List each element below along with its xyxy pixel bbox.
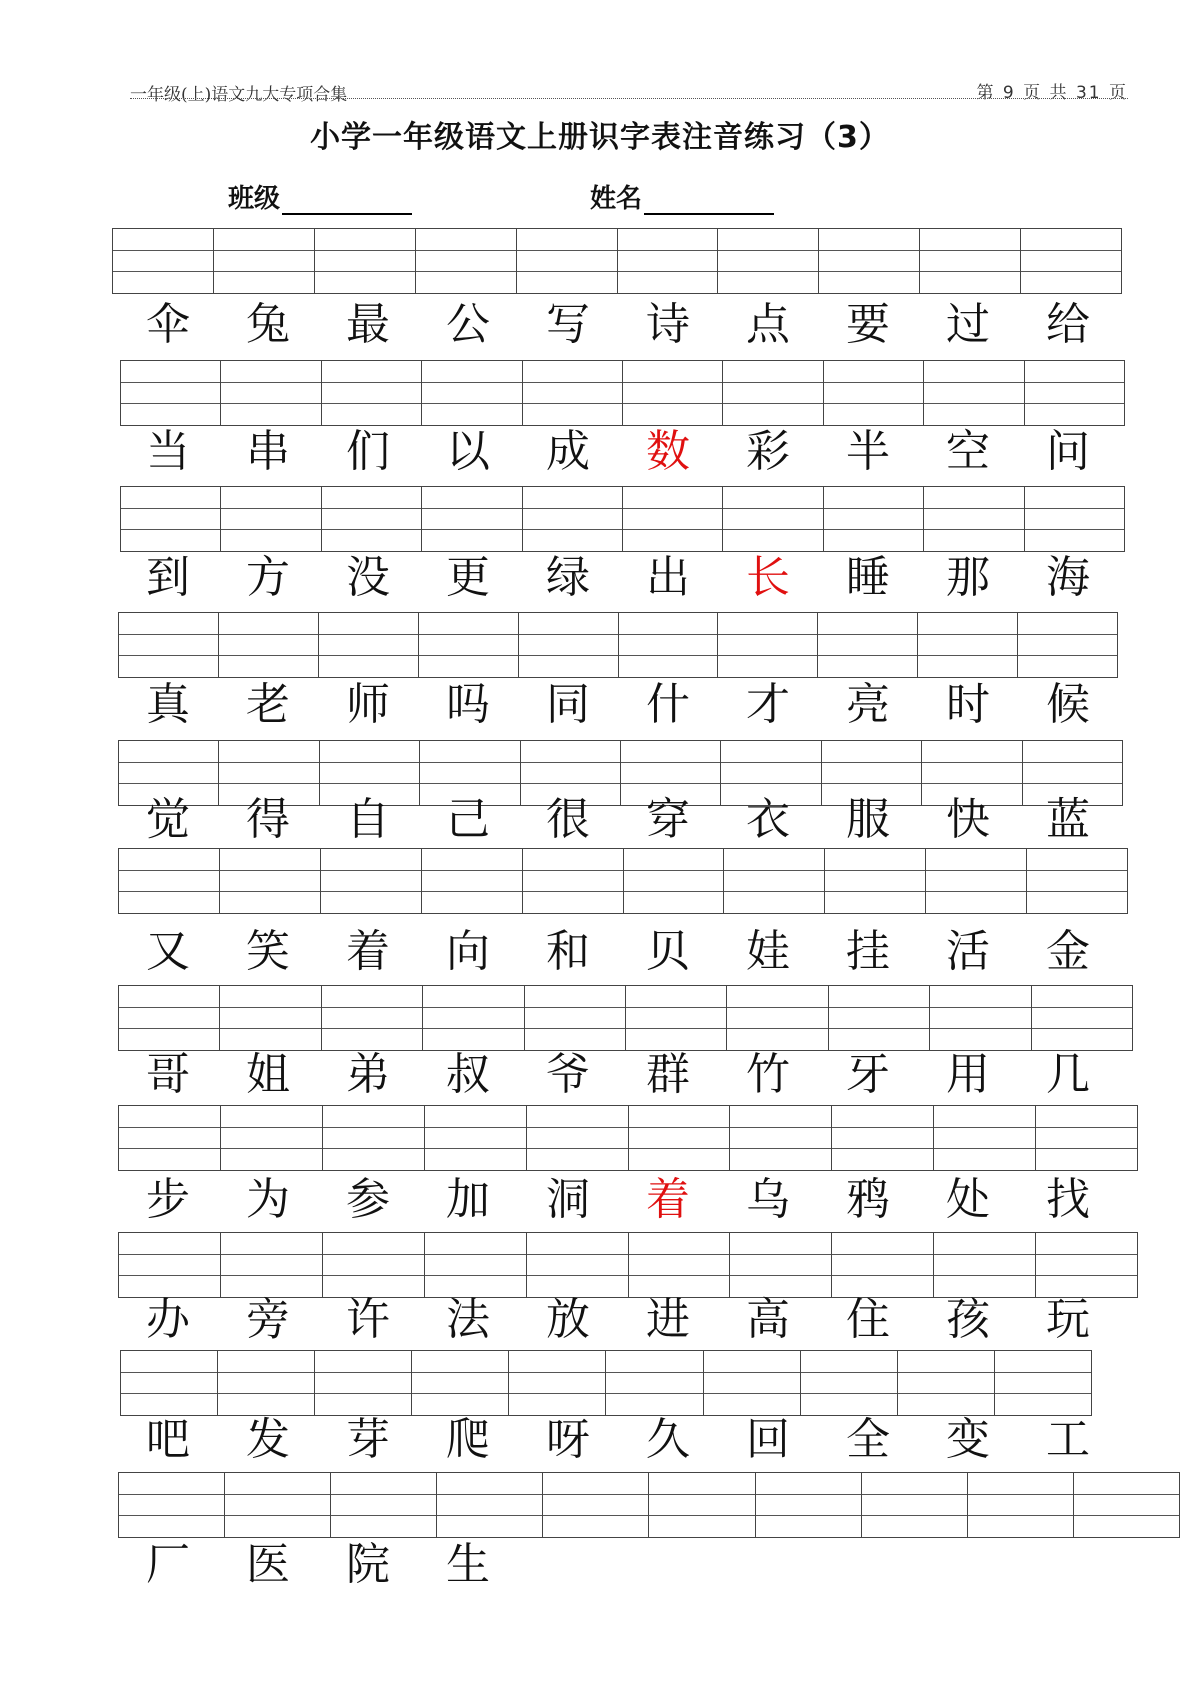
hanzi-character: 变 <box>946 1414 990 1465</box>
pinyin-writing-cell[interactable] <box>828 986 929 1050</box>
hanzi-character: 生 <box>446 1539 490 1590</box>
hanzi-character: 院 <box>346 1539 390 1590</box>
hanzi-character: 师 <box>346 679 390 730</box>
hanzi-character: 挂 <box>846 926 890 977</box>
hanzi-character: 回 <box>746 1414 790 1465</box>
pinyin-writing-cell[interactable] <box>436 1473 542 1537</box>
hanzi-character: 芽 <box>346 1414 390 1465</box>
pinyin-writing-cell[interactable] <box>224 1473 330 1537</box>
pinyin-writing-cell[interactable] <box>817 613 917 677</box>
pinyin-writing-cell[interactable] <box>625 986 726 1050</box>
pinyin-writing-cell[interactable] <box>1017 613 1117 677</box>
character-row <box>118 790 1118 850</box>
pinyin-grid-row <box>118 612 1118 678</box>
pinyin-writing-cell[interactable] <box>218 613 318 677</box>
hanzi-character: 工 <box>1046 1414 1090 1465</box>
pinyin-writing-cell[interactable] <box>1031 986 1132 1050</box>
pinyin-writing-cell[interactable] <box>119 1473 224 1537</box>
pinyin-writing-cell[interactable] <box>113 229 213 293</box>
hanzi-character: 衣 <box>746 794 790 845</box>
hanzi-character: 全 <box>846 1414 890 1465</box>
pinyin-writing-cell[interactable] <box>1020 229 1121 293</box>
hanzi-character: 加 <box>446 1174 490 1225</box>
pinyin-grid-row <box>118 1105 1138 1171</box>
pinyin-grid-row <box>118 848 1128 914</box>
hanzi-character: 海 <box>1046 552 1090 603</box>
character-row <box>118 1410 1118 1470</box>
hanzi-character: 服 <box>846 794 890 845</box>
hanzi-character: 呀 <box>546 1414 590 1465</box>
hanzi-character: 过 <box>946 299 990 350</box>
hanzi-character: 公 <box>446 299 490 350</box>
pinyin-writing-cell[interactable] <box>618 613 718 677</box>
pinyin-writing-cell[interactable] <box>831 1106 933 1170</box>
pinyin-writing-cell[interactable] <box>330 1473 436 1537</box>
hanzi-character: 步 <box>146 1174 190 1225</box>
pinyin-writing-cell[interactable] <box>923 487 1023 551</box>
pinyin-writing-cell[interactable] <box>318 613 418 677</box>
pinyin-writing-cell[interactable] <box>526 1233 628 1297</box>
hanzi-character: 那 <box>946 552 990 603</box>
pinyin-grid-row <box>120 1350 1092 1416</box>
hanzi-character: 厂 <box>146 1539 190 1590</box>
hanzi-character: 办 <box>146 1294 190 1345</box>
hanzi-character: 向 <box>446 926 490 977</box>
hanzi-character: 和 <box>546 926 590 977</box>
hanzi-character: 伞 <box>146 299 190 350</box>
pinyin-writing-cell[interactable] <box>418 613 518 677</box>
pinyin-grid-row <box>120 360 1125 426</box>
pinyin-writing-cell[interactable] <box>861 1473 967 1537</box>
pinyin-writing-cell[interactable] <box>322 1106 424 1170</box>
pinyin-writing-cell[interactable] <box>121 1351 217 1415</box>
class-label: 班级 <box>228 184 281 214</box>
hanzi-character: 牙 <box>846 1049 890 1100</box>
pinyin-writing-cell[interactable] <box>933 1106 1035 1170</box>
hanzi-character: 洞 <box>546 1174 590 1225</box>
name-field <box>590 178 774 215</box>
hanzi-character: 几 <box>1046 1049 1090 1100</box>
hanzi-character: 旁 <box>246 1294 290 1345</box>
pinyin-writing-cell[interactable] <box>1073 1473 1179 1537</box>
hanzi-character: 才 <box>746 679 790 730</box>
hanzi-character: 们 <box>346 426 390 477</box>
hanzi-character: 着 <box>646 1174 690 1225</box>
hanzi-character: 玩 <box>1046 1294 1090 1345</box>
pinyin-writing-cell[interactable] <box>516 229 617 293</box>
pinyin-writing-cell[interactable] <box>508 1351 605 1415</box>
pinyin-writing-cell[interactable] <box>622 487 722 551</box>
pinyin-writing-cell[interactable] <box>831 1233 933 1297</box>
pinyin-writing-cell[interactable] <box>421 361 521 425</box>
hanzi-character: 给 <box>1046 299 1090 350</box>
hanzi-character: 鸦 <box>846 1174 890 1225</box>
pinyin-writing-cell[interactable] <box>1035 1106 1137 1170</box>
pinyin-writing-cell[interactable] <box>925 849 1026 913</box>
hanzi-character: 老 <box>246 679 290 730</box>
character-row <box>118 295 1118 355</box>
hanzi-character: 群 <box>646 1049 690 1100</box>
pinyin-writing-cell[interactable] <box>220 487 320 551</box>
hanzi-character: 贝 <box>646 926 690 977</box>
pinyin-writing-cell[interactable] <box>119 986 219 1050</box>
pinyin-writing-cell[interactable] <box>824 849 925 913</box>
hanzi-character: 什 <box>646 679 690 730</box>
page-number: 第 9 页 共 31 页 <box>976 83 1128 103</box>
pinyin-writing-cell[interactable] <box>415 229 516 293</box>
pinyin-writing-cell[interactable] <box>623 849 724 913</box>
pinyin-writing-cell[interactable] <box>526 1106 628 1170</box>
pinyin-writing-cell[interactable] <box>321 986 422 1050</box>
hanzi-character: 真 <box>146 679 190 730</box>
hanzi-character: 法 <box>446 1294 490 1345</box>
hanzi-character: 候 <box>1046 679 1090 730</box>
pinyin-writing-cell[interactable] <box>722 361 822 425</box>
pinyin-writing-cell[interactable] <box>929 986 1030 1050</box>
pinyin-writing-cell[interactable] <box>119 1106 220 1170</box>
pinyin-writing-cell[interactable] <box>424 1233 526 1297</box>
hanzi-character: 笑 <box>246 926 290 977</box>
pinyin-writing-cell[interactable] <box>119 849 219 913</box>
pinyin-writing-cell[interactable] <box>424 1106 526 1170</box>
pinyin-writing-cell[interactable] <box>823 361 923 425</box>
hanzi-character: 同 <box>546 679 590 730</box>
character-row <box>118 548 1118 608</box>
pinyin-writing-cell[interactable] <box>933 1233 1035 1297</box>
pinyin-writing-cell[interactable] <box>717 229 818 293</box>
hanzi-character: 半 <box>846 426 890 477</box>
hanzi-character: 写 <box>546 299 590 350</box>
pinyin-writing-cell[interactable] <box>717 613 817 677</box>
hanzi-character: 诗 <box>646 299 690 350</box>
hanzi-character: 己 <box>446 794 490 845</box>
pinyin-writing-cell[interactable] <box>726 986 827 1050</box>
pinyin-writing-cell[interactable] <box>119 1233 220 1297</box>
name-label: 姓名 <box>590 184 643 214</box>
pinyin-grid-row <box>118 1472 1180 1538</box>
hanzi-character: 亮 <box>846 679 890 730</box>
hanzi-character: 医 <box>246 1539 290 1590</box>
hanzi-character: 以 <box>446 426 490 477</box>
header-divider <box>130 98 1128 99</box>
pinyin-writing-cell[interactable] <box>322 1233 424 1297</box>
pinyin-writing-cell[interactable] <box>542 1473 648 1537</box>
hanzi-character: 为 <box>246 1174 290 1225</box>
name-blank[interactable] <box>644 185 774 215</box>
hanzi-character: 姐 <box>246 1049 290 1100</box>
character-row <box>118 1170 1118 1230</box>
hanzi-character: 快 <box>946 794 990 845</box>
pinyin-writing-cell[interactable] <box>1035 1233 1137 1297</box>
hanzi-character: 觉 <box>146 794 190 845</box>
hanzi-character: 乌 <box>746 1174 790 1225</box>
hanzi-character: 发 <box>246 1414 290 1465</box>
pinyin-writing-cell[interactable] <box>800 1351 897 1415</box>
pinyin-grid-row <box>112 228 1122 294</box>
pinyin-writing-cell[interactable] <box>648 1473 754 1537</box>
hanzi-character: 找 <box>1046 1174 1090 1225</box>
pinyin-writing-cell[interactable] <box>220 1233 322 1297</box>
hanzi-character: 要 <box>846 299 890 350</box>
hanzi-character: 住 <box>846 1294 890 1345</box>
hanzi-character: 长 <box>746 552 790 603</box>
pinyin-writing-cell[interactable] <box>723 849 824 913</box>
hanzi-character: 空 <box>946 426 990 477</box>
pinyin-writing-cell[interactable] <box>219 986 320 1050</box>
pinyin-writing-cell[interactable] <box>818 229 919 293</box>
hanzi-character: 穿 <box>646 794 690 845</box>
hanzi-character: 串 <box>246 426 290 477</box>
pinyin-writing-cell[interactable] <box>994 1351 1091 1415</box>
pinyin-writing-cell[interactable] <box>422 986 523 1050</box>
hanzi-character: 高 <box>746 1294 790 1345</box>
character-row <box>118 422 1118 482</box>
hanzi-character: 放 <box>546 1294 590 1345</box>
hanzi-character: 娃 <box>746 926 790 977</box>
hanzi-character: 到 <box>146 552 190 603</box>
hanzi-character: 活 <box>946 926 990 977</box>
header-collection-title: 一年级(上)语文九大专项合集 <box>130 85 348 105</box>
hanzi-character: 彩 <box>746 426 790 477</box>
class-blank[interactable] <box>282 185 412 215</box>
hanzi-character: 很 <box>546 794 590 845</box>
hanzi-character: 成 <box>546 426 590 477</box>
pinyin-writing-cell[interactable] <box>321 361 421 425</box>
pinyin-writing-cell[interactable] <box>220 361 320 425</box>
pinyin-writing-cell[interactable] <box>628 1233 730 1297</box>
hanzi-character: 进 <box>646 1294 690 1345</box>
pinyin-writing-cell[interactable] <box>622 361 722 425</box>
hanzi-character: 金 <box>1046 926 1090 977</box>
pinyin-writing-cell[interactable] <box>219 849 320 913</box>
hanzi-character: 问 <box>1046 426 1090 477</box>
hanzi-character: 又 <box>146 926 190 977</box>
hanzi-character: 得 <box>246 794 290 845</box>
pinyin-writing-cell[interactable] <box>823 487 923 551</box>
class-field <box>228 178 412 215</box>
character-row <box>118 922 1118 982</box>
hanzi-character: 处 <box>946 1174 990 1225</box>
pinyin-writing-cell[interactable] <box>703 1351 800 1415</box>
character-row <box>118 1290 1118 1350</box>
pinyin-writing-cell[interactable] <box>314 229 415 293</box>
pinyin-writing-cell[interactable] <box>605 1351 702 1415</box>
pinyin-writing-cell[interactable] <box>917 613 1017 677</box>
hanzi-character: 方 <box>246 552 290 603</box>
character-row <box>118 675 1118 735</box>
hanzi-character: 爷 <box>546 1049 590 1100</box>
pinyin-grid-row <box>118 1232 1138 1298</box>
hanzi-character: 最 <box>346 299 390 350</box>
hanzi-character: 参 <box>346 1174 390 1225</box>
pinyin-writing-cell[interactable] <box>421 849 522 913</box>
pinyin-writing-cell[interactable] <box>522 487 622 551</box>
hanzi-character: 时 <box>946 679 990 730</box>
pinyin-writing-cell[interactable] <box>220 1106 322 1170</box>
pinyin-writing-cell[interactable] <box>121 361 220 425</box>
pinyin-writing-cell[interactable] <box>518 613 618 677</box>
pinyin-writing-cell[interactable] <box>897 1351 994 1415</box>
hanzi-character: 数 <box>646 426 690 477</box>
hanzi-character: 睡 <box>846 552 890 603</box>
hanzi-character: 弟 <box>346 1049 390 1100</box>
pinyin-writing-cell[interactable] <box>321 487 421 551</box>
hanzi-character: 出 <box>646 552 690 603</box>
pinyin-writing-cell[interactable] <box>421 487 521 551</box>
pinyin-writing-cell[interactable] <box>923 361 1023 425</box>
hanzi-character: 着 <box>346 926 390 977</box>
hanzi-character: 竹 <box>746 1049 790 1100</box>
hanzi-character: 吗 <box>446 679 490 730</box>
hanzi-character: 蓝 <box>1046 794 1090 845</box>
pinyin-writing-cell[interactable] <box>722 487 822 551</box>
pinyin-writing-cell[interactable] <box>411 1351 508 1415</box>
pinyin-writing-cell[interactable] <box>967 1473 1073 1537</box>
pinyin-writing-cell[interactable] <box>1024 487 1124 551</box>
hanzi-character: 没 <box>346 552 390 603</box>
pinyin-writing-cell[interactable] <box>524 986 625 1050</box>
character-row <box>118 1045 1118 1105</box>
pinyin-writing-cell[interactable] <box>121 487 220 551</box>
hanzi-character: 自 <box>346 794 390 845</box>
pinyin-writing-cell[interactable] <box>919 229 1020 293</box>
pinyin-writing-cell[interactable] <box>314 1351 411 1415</box>
hanzi-character: 当 <box>146 426 190 477</box>
pinyin-writing-cell[interactable] <box>729 1233 831 1297</box>
hanzi-character: 绿 <box>546 552 590 603</box>
hanzi-character: 兔 <box>246 299 290 350</box>
character-row <box>118 1535 1118 1595</box>
pinyin-grid-row <box>120 486 1125 552</box>
pinyin-writing-cell[interactable] <box>628 1106 730 1170</box>
hanzi-character: 爬 <box>446 1414 490 1465</box>
pinyin-writing-cell[interactable] <box>522 361 622 425</box>
pinyin-writing-cell[interactable] <box>522 849 623 913</box>
pinyin-writing-cell[interactable] <box>217 1351 314 1415</box>
pinyin-writing-cell[interactable] <box>729 1106 831 1170</box>
pinyin-grid-row <box>118 985 1133 1051</box>
hanzi-character: 吧 <box>146 1414 190 1465</box>
hanzi-character: 哥 <box>146 1049 190 1100</box>
pinyin-writing-cell[interactable] <box>1024 361 1124 425</box>
hanzi-character: 用 <box>946 1049 990 1100</box>
pinyin-writing-cell[interactable] <box>119 613 218 677</box>
hanzi-character: 孩 <box>946 1294 990 1345</box>
pinyin-writing-cell[interactable] <box>755 1473 861 1537</box>
hanzi-character: 许 <box>346 1294 390 1345</box>
pinyin-writing-cell[interactable] <box>320 849 421 913</box>
hanzi-character: 久 <box>646 1414 690 1465</box>
pinyin-writing-cell[interactable] <box>617 229 718 293</box>
pinyin-writing-cell[interactable] <box>1026 849 1127 913</box>
hanzi-character: 更 <box>446 552 490 603</box>
pinyin-writing-cell[interactable] <box>213 229 314 293</box>
page-title: 小学一年级语文上册识字表注音练习（3） <box>310 120 890 155</box>
hanzi-character: 叔 <box>446 1049 490 1100</box>
hanzi-character: 点 <box>746 299 790 350</box>
